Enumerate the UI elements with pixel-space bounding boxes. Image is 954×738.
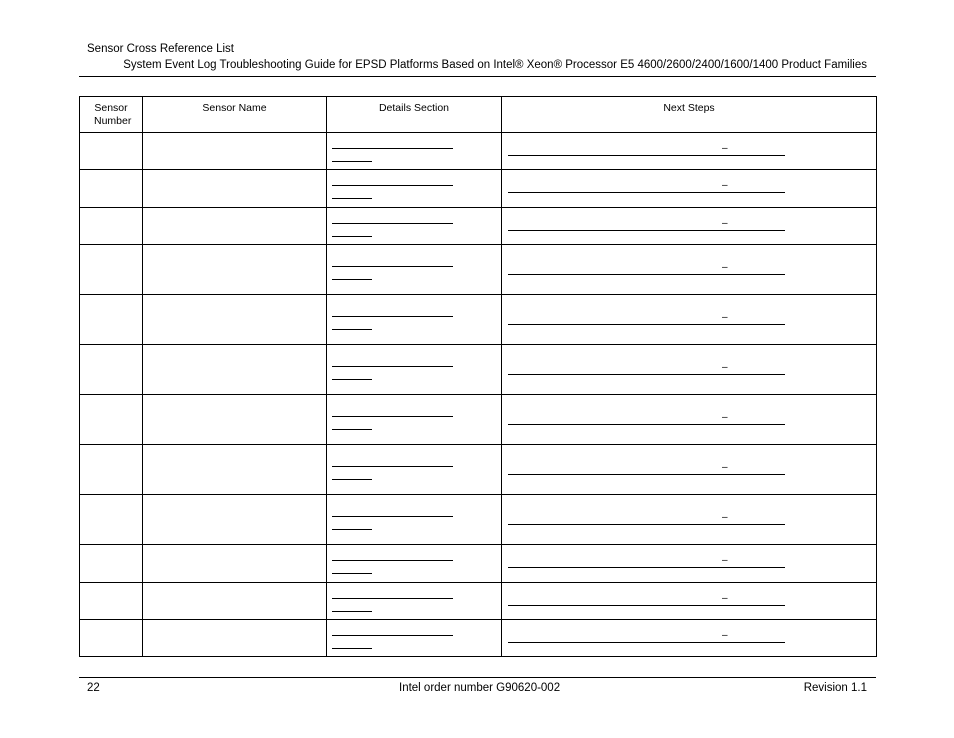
col-header-sensor-number: Sensor Number — [80, 97, 143, 133]
next-steps-link-underline[interactable] — [508, 374, 785, 375]
details-link-underline[interactable] — [332, 329, 372, 330]
details-link-underline[interactable] — [332, 236, 372, 237]
details-link-underline[interactable] — [332, 279, 372, 280]
table-row — [80, 495, 877, 545]
details-link-underline[interactable] — [332, 573, 372, 574]
table-row — [80, 245, 877, 295]
sensor-name-cell — [143, 245, 327, 295]
next-steps-link-underline[interactable] — [508, 274, 785, 275]
details-link-underline[interactable] — [332, 560, 453, 561]
sensor-number-cell — [80, 445, 143, 495]
page-number: 22 — [87, 682, 100, 694]
row-dash: – — [722, 312, 728, 323]
row-dash: – — [722, 362, 728, 373]
sensor-reference-table — [79, 96, 877, 657]
row-dash: – — [722, 180, 728, 191]
table-header-row — [80, 97, 877, 133]
table-row — [80, 620, 877, 657]
next-steps-cell — [502, 295, 877, 345]
order-number: Intel order number G90620-002 — [399, 682, 561, 694]
footer-rule — [79, 677, 876, 678]
next-steps-cell — [502, 445, 877, 495]
details-section-cell — [327, 545, 502, 583]
sensor-name-cell — [143, 345, 327, 395]
details-link-underline[interactable] — [332, 466, 453, 467]
details-section-cell — [327, 395, 502, 445]
table-row — [80, 395, 877, 445]
details-link-underline[interactable] — [332, 366, 453, 367]
table-row — [80, 133, 877, 170]
next-steps-cell — [502, 395, 877, 445]
details-section-cell — [327, 495, 502, 545]
details-link-underline[interactable] — [332, 266, 453, 267]
details-link-underline[interactable] — [332, 648, 372, 649]
details-section-cell — [327, 295, 502, 345]
col-header-next-steps: Next Steps — [502, 97, 877, 133]
row-dash: – — [722, 412, 728, 423]
running-header-title: System Event Log Troubleshooting Guide for EPSD Platforms Based on Intel® Xeon® Processor E5 4600/2600/2400/1600/1400 Product Families — [123, 59, 867, 71]
next-steps-link-underline[interactable] — [508, 324, 785, 325]
details-link-underline[interactable] — [332, 316, 453, 317]
table-row — [80, 345, 877, 395]
details-section-cell — [327, 445, 502, 495]
table-row — [80, 170, 877, 208]
next-steps-link-underline[interactable] — [508, 155, 785, 156]
sensor-number-cell — [80, 345, 143, 395]
next-steps-link-underline[interactable] — [508, 567, 785, 568]
details-section-cell — [327, 245, 502, 295]
details-section-cell — [327, 133, 502, 170]
details-section-cell — [327, 583, 502, 620]
details-link-underline[interactable] — [332, 479, 372, 480]
next-steps-cell — [502, 545, 877, 583]
next-steps-link-underline[interactable] — [508, 642, 785, 643]
row-dash: – — [722, 143, 728, 154]
sensor-name-cell — [143, 295, 327, 345]
details-link-underline[interactable] — [332, 516, 453, 517]
next-steps-link-underline[interactable] — [508, 474, 785, 475]
col-header-details-section: Details Section — [327, 97, 502, 133]
row-dash: – — [722, 630, 728, 641]
row-dash: – — [722, 262, 728, 273]
sensor-name-cell — [143, 133, 327, 170]
next-steps-link-underline[interactable] — [508, 524, 785, 525]
col-header-sensor-name: Sensor Name — [143, 97, 327, 133]
details-link-underline[interactable] — [332, 611, 372, 612]
revision-label: Revision 1.1 — [803, 682, 867, 694]
sensor-name-cell — [143, 545, 327, 583]
table-row — [80, 583, 877, 620]
next-steps-link-underline[interactable] — [508, 605, 785, 606]
row-dash: – — [722, 218, 728, 229]
details-link-underline[interactable] — [332, 529, 372, 530]
row-dash: – — [722, 462, 728, 473]
row-dash: – — [722, 593, 728, 604]
next-steps-cell — [502, 170, 877, 208]
details-link-underline[interactable] — [332, 635, 453, 636]
details-link-underline[interactable] — [332, 198, 372, 199]
running-header-section: Sensor Cross Reference List — [87, 43, 235, 55]
table-row — [80, 208, 877, 245]
sensor-name-cell — [143, 583, 327, 620]
details-link-underline[interactable] — [332, 161, 372, 162]
details-section-cell — [327, 345, 502, 395]
next-steps-cell — [502, 133, 877, 170]
sensor-number-cell — [80, 583, 143, 620]
next-steps-link-underline[interactable] — [508, 424, 785, 425]
sensor-number-cell — [80, 170, 143, 208]
next-steps-cell — [502, 495, 877, 545]
next-steps-cell — [502, 620, 877, 657]
sensor-name-cell — [143, 208, 327, 245]
row-dash: – — [722, 512, 728, 523]
header-rule — [79, 76, 876, 77]
sensor-name-cell — [143, 170, 327, 208]
next-steps-link-underline[interactable] — [508, 230, 785, 231]
sensor-number-cell — [80, 245, 143, 295]
details-link-underline[interactable] — [332, 416, 453, 417]
table-body — [80, 133, 877, 657]
next-steps-cell — [502, 245, 877, 295]
next-steps-cell — [502, 345, 877, 395]
details-link-underline[interactable] — [332, 223, 453, 224]
sensor-number-cell — [80, 545, 143, 583]
details-section-cell — [327, 170, 502, 208]
sensor-number-cell — [80, 495, 143, 545]
details-section-cell — [327, 620, 502, 657]
details-link-underline[interactable] — [332, 429, 372, 430]
sensor-name-cell — [143, 395, 327, 445]
sensor-number-cell — [80, 395, 143, 445]
sensor-number-cell — [80, 208, 143, 245]
details-link-underline[interactable] — [332, 185, 453, 186]
sensor-number-cell — [80, 133, 143, 170]
table-row — [80, 545, 877, 583]
row-dash: – — [722, 555, 728, 566]
details-section-cell — [327, 208, 502, 245]
details-link-underline[interactable] — [332, 379, 372, 380]
sensor-name-cell — [143, 620, 327, 657]
sensor-number-cell — [80, 295, 143, 345]
sensor-number-cell — [80, 620, 143, 657]
details-link-underline[interactable] — [332, 148, 453, 149]
next-steps-link-underline[interactable] — [508, 192, 785, 193]
next-steps-cell — [502, 583, 877, 620]
table-row — [80, 445, 877, 495]
sensor-name-cell — [143, 495, 327, 545]
sensor-name-cell — [143, 445, 327, 495]
details-link-underline[interactable] — [332, 598, 453, 599]
table-row — [80, 295, 877, 345]
next-steps-cell — [502, 208, 877, 245]
